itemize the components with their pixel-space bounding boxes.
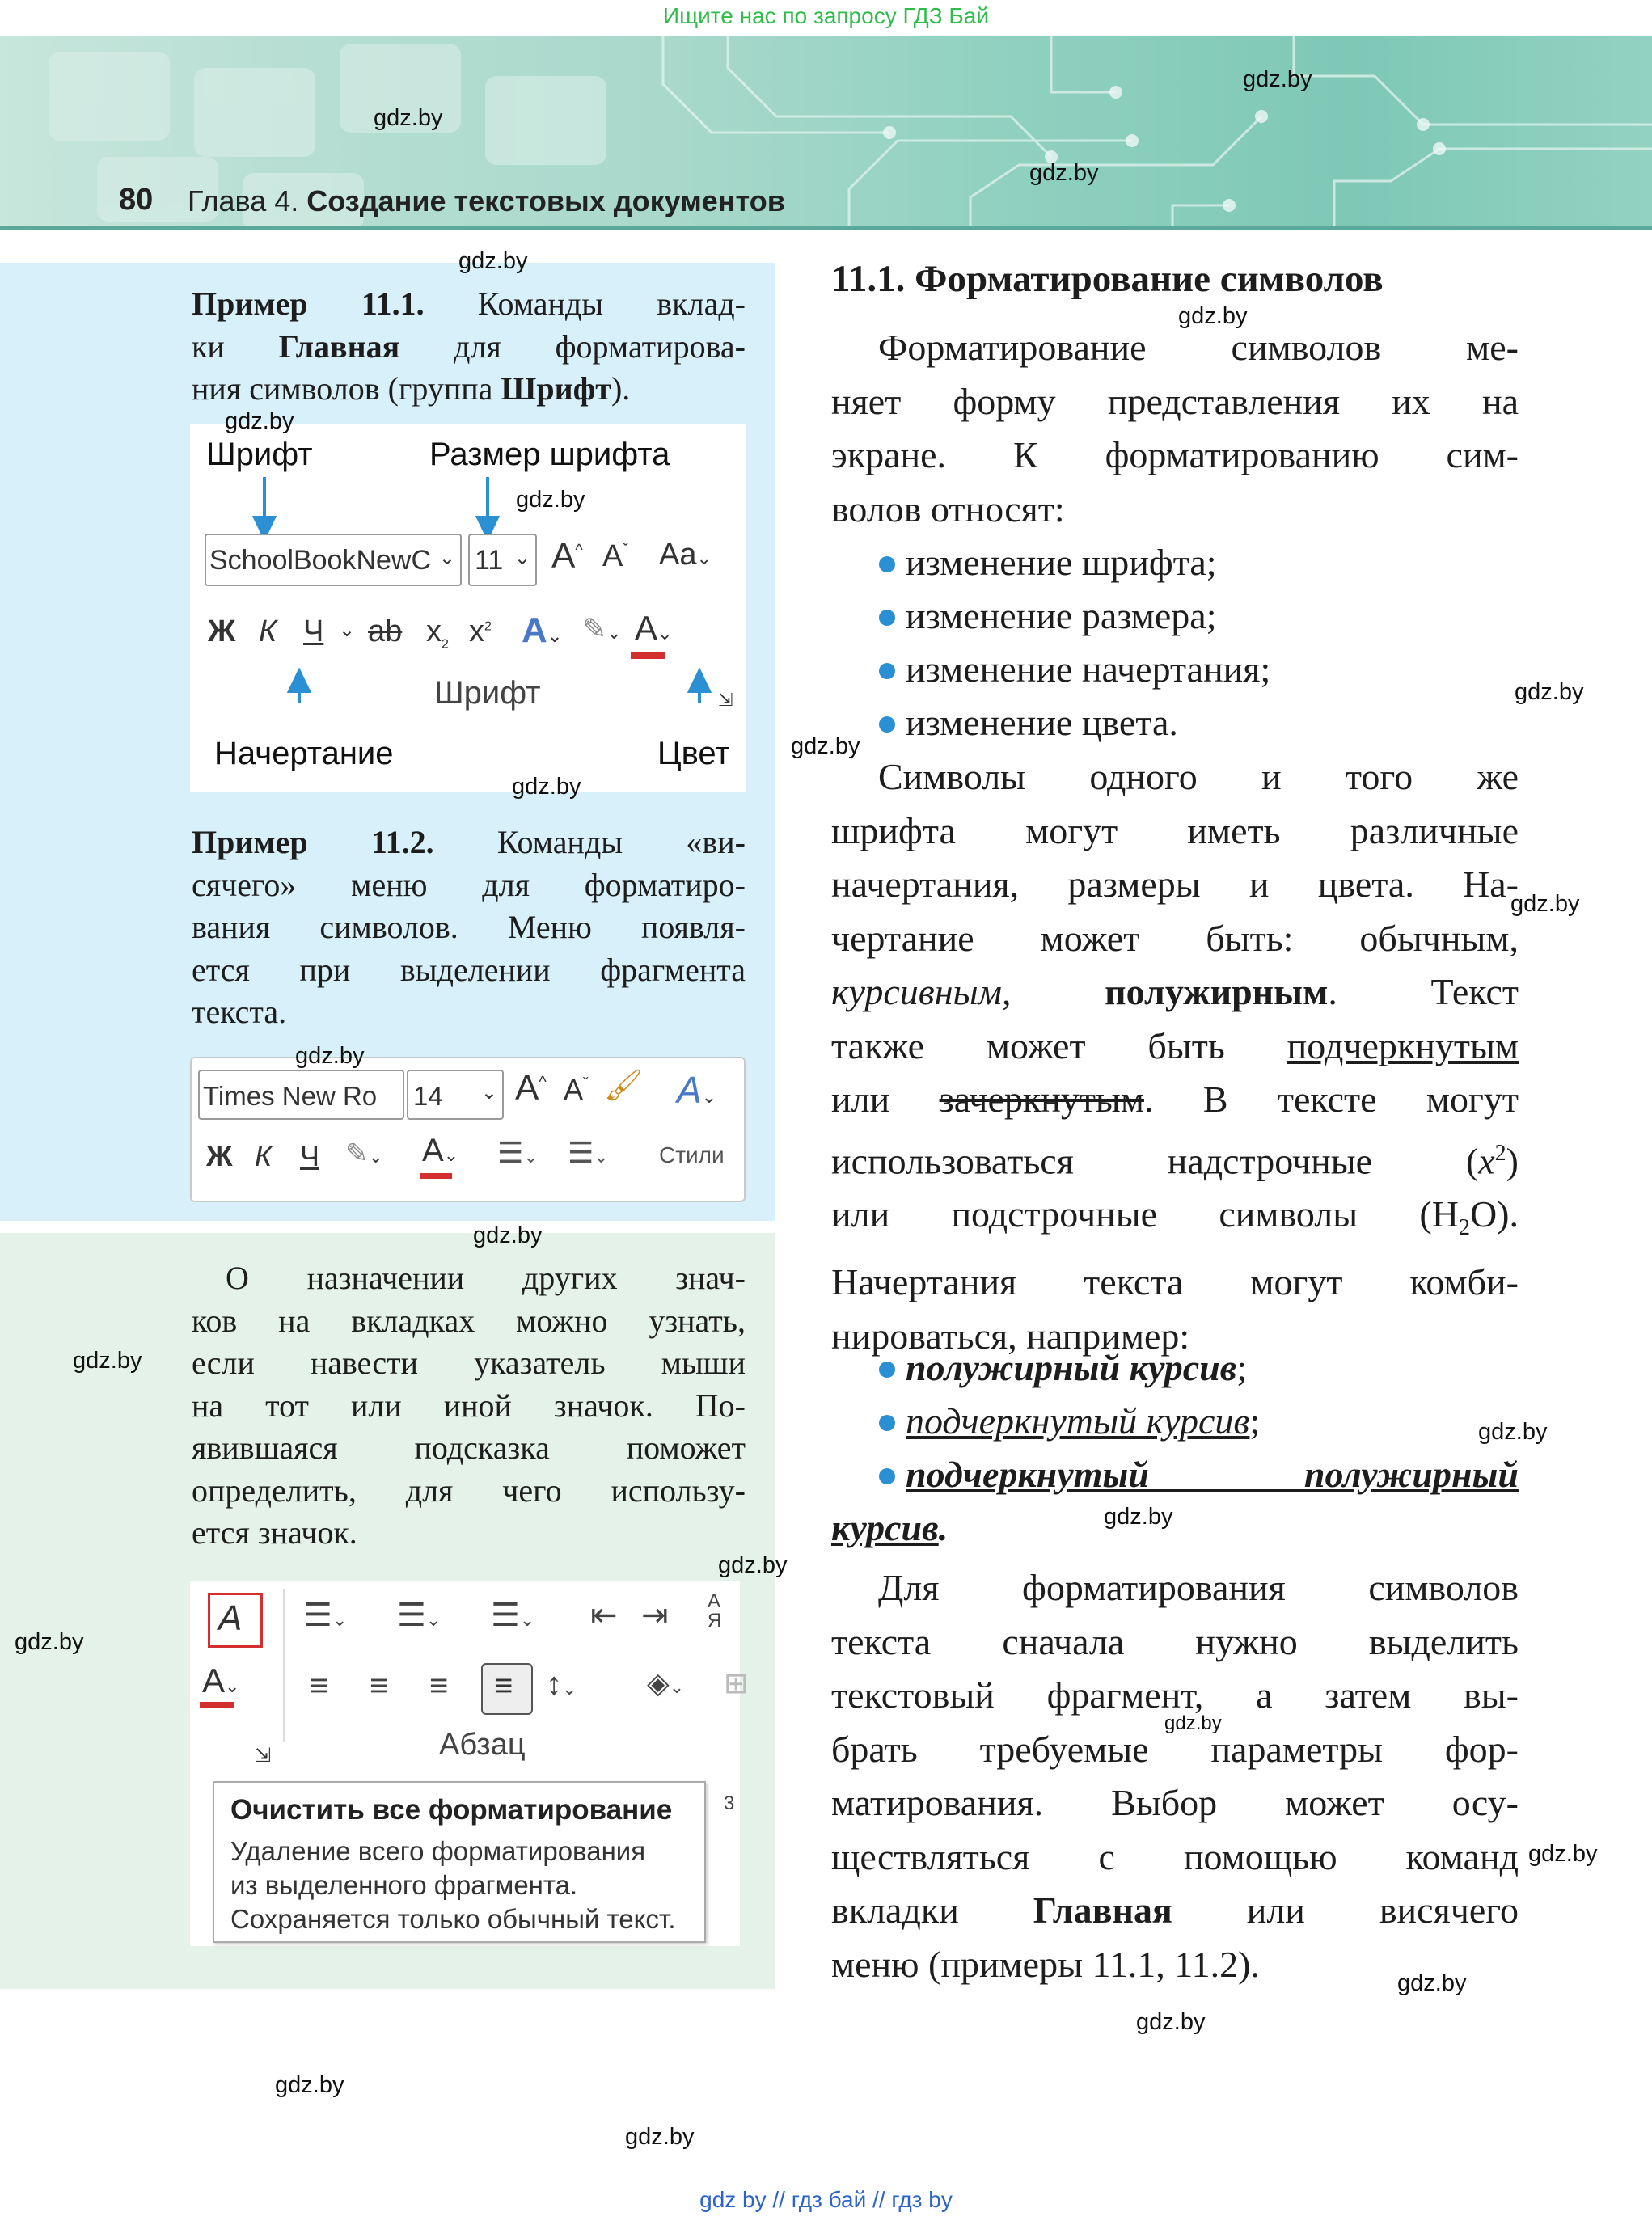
italic-button[interactable]: К — [255, 1139, 273, 1172]
italic-button[interactable]: К — [259, 614, 277, 648]
watermark: gdz.by — [1243, 66, 1312, 92]
chevron-down-icon: ⌄ — [480, 1082, 497, 1104]
list-item: изменение цвета. — [906, 702, 1178, 743]
watermark: gdz.by — [1478, 1419, 1548, 1445]
label-font: Шрифт — [206, 437, 313, 472]
watermark: gdz.by — [718, 1552, 788, 1578]
watermark: gdz.by — [15, 1629, 84, 1655]
numbering-icon[interactable]: ☰⌄ — [397, 1598, 442, 1633]
label-style: Начертание — [214, 736, 394, 771]
paragraph-group-screenshot — [190, 1581, 749, 1946]
watermark: gdz.by — [275, 2072, 344, 2098]
group-name-font: Шрифт — [434, 675, 541, 711]
chevron-down-icon: ⌄ — [513, 547, 530, 569]
highlight-pen-icon[interactable]: ✎⌄ — [582, 612, 622, 645]
subscript-button[interactable]: $x_2$ — [426, 614, 449, 652]
watermark: gdz.by — [225, 408, 294, 434]
bullet-dot — [879, 1362, 895, 1378]
watermark: gdz.by — [1515, 679, 1584, 705]
font-color-button[interactable]: A⌄ — [202, 1661, 240, 1699]
promo-banner-text[interactable]: Ищите нас по запросу ГДЗ Бай — [662, 3, 990, 28]
highlight-pen-icon[interactable]: ✎⌄ — [345, 1138, 383, 1169]
tooltip-title: Очистить все форматирование — [230, 1794, 673, 1826]
shrink-font-button[interactable]: $A^ˇ$ — [602, 539, 629, 573]
header-rule — [0, 226, 1652, 230]
bullet-dot — [879, 716, 895, 733]
list-item: подчеркнутый курсив; — [906, 1400, 1261, 1442]
watermark: gdz.by — [791, 733, 860, 759]
font-color-bar — [200, 1702, 234, 1708]
bullets-icon[interactable]: ☰⌄ — [303, 1598, 348, 1633]
font-color-button[interactable]: A⌄ — [422, 1133, 459, 1168]
styles-button[interactable]: Стили — [659, 1142, 725, 1167]
font-name-combobox[interactable]: SchoolBookNewC ⌄ — [205, 534, 462, 586]
underline-button[interactable]: Ч — [300, 1139, 319, 1172]
intro-paragraph: Форматирование символов ме- няет форму представления их на экране. К форматированию сим- волов относят: — [831, 327, 1519, 530]
strikethrough-button[interactable]: ab — [368, 614, 403, 648]
list-item: полужирный курсив; — [906, 1347, 1248, 1388]
group-name-paragraph: Абзац — [439, 1728, 526, 1762]
font-color-button[interactable]: A⌄ — [635, 609, 673, 647]
watermark: gdz.by — [1397, 1970, 1467, 1996]
tooltip-line: Сохраняется только обычный текст. — [230, 1904, 676, 1934]
font-size-combobox[interactable]: 14 ⌄ — [407, 1070, 504, 1120]
watermark: gdz.by — [1528, 1841, 1598, 1867]
page-number: 80 — [119, 183, 154, 217]
increase-indent-icon[interactable]: ⇥ — [641, 1598, 669, 1633]
grow-font-button[interactable]: A^ — [515, 1068, 547, 1108]
chapter-title: Глава 4. Создание текстовых документов — [188, 184, 785, 217]
label-font-size: Размер шрифта — [429, 437, 670, 472]
chevron-down-icon: ⌄ — [438, 547, 455, 569]
format-painter-icon[interactable]: 🖌 — [604, 1069, 644, 1103]
text-effects-button[interactable]: A⌄ — [522, 610, 563, 650]
watermark: gdz.by — [516, 487, 585, 513]
watermark: gdz.by — [1029, 160, 1099, 186]
shading-icon[interactable]: ◈⌄ — [647, 1666, 685, 1699]
watermark: gdz.by — [1164, 1712, 1222, 1734]
borders-icon[interactable]: ⊞ — [724, 1666, 749, 1699]
watermark: gdz.by — [473, 1222, 543, 1248]
font-size-combobox[interactable]: 11 ⌄ — [468, 534, 537, 586]
list-item: изменение шрифта; — [906, 542, 1217, 583]
line-spacing-icon[interactable]: ↕⌄ — [546, 1666, 577, 1702]
label-color: Цвет — [657, 736, 730, 771]
bold-button[interactable]: Ж — [208, 614, 236, 648]
list-item: изменение начертания; — [906, 648, 1271, 690]
chevron-down-icon[interactable]: ⌄ — [339, 619, 356, 641]
dialog-launcher-icon[interactable]: ⇲ — [718, 690, 733, 710]
align-left-icon[interactable]: ≡ — [310, 1668, 329, 1704]
section-heading: 11.1. Форматирование символов — [831, 258, 1384, 300]
tooltip-line: Удаление всего форматирования — [230, 1836, 646, 1866]
justify-button[interactable] — [481, 1663, 533, 1715]
footer-links[interactable]: gdz by // гдз бай // гдз by — [699, 2187, 953, 2212]
bullet-dot — [879, 663, 895, 679]
list-item: подчеркнутый полужирный — [906, 1454, 1519, 1495]
clear-formatting-button[interactable] — [208, 1593, 263, 1648]
sort-icon[interactable]: А Я — [708, 1590, 722, 1632]
grow-font-button[interactable]: A^ — [551, 536, 583, 576]
font-group-screenshot — [190, 424, 746, 792]
clear-formatting-icon: A — [218, 1598, 243, 1638]
watermark: gdz.by — [1104, 1504, 1173, 1530]
list-item: изменение размера; — [906, 595, 1217, 636]
watermark: gdz.by — [512, 774, 581, 800]
bullet-dot — [879, 1415, 895, 1431]
tooltip-line: из выделенного фрагмента. — [230, 1870, 578, 1900]
shrink-font-button[interactable]: $A^ˇ$ — [564, 1073, 589, 1106]
watermark: gdz.by — [73, 1348, 142, 1374]
watermark: gdz.by — [1178, 303, 1248, 329]
multilevel-list-icon[interactable]: ☰⌄ — [491, 1598, 535, 1633]
font-color-bar — [631, 652, 665, 659]
numbering-icon[interactable]: ☰⌄ — [568, 1136, 609, 1169]
watermark: gdz.by — [458, 248, 528, 274]
bullet-dot — [879, 1468, 895, 1484]
watermark: gdz.by — [295, 1043, 365, 1069]
superscript-button[interactable]: $x^2$ — [469, 614, 492, 648]
align-right-icon[interactable]: ≡ — [429, 1668, 449, 1704]
watermark: gdz.by — [625, 2124, 695, 2150]
bullet-dot — [879, 610, 895, 626]
font-name-combobox[interactable]: Times New Ro — [198, 1070, 404, 1120]
side-fragment: 3 — [724, 1792, 735, 1814]
example-11-1-caption: Пример 11.1. Команды вклад- ки Главная для форматирова- ния символов (группа Шрифт). — [192, 285, 746, 407]
align-center-icon[interactable]: ≡ — [370, 1668, 389, 1704]
styles-paragraph: Символы одного и того же шрифта могут иметь различные начертания, размеры и цвета. На- чертание может быть: обычным, курсивным, полужирным. Текст также может быть подчеркнутым или зачеркнутым. В тексте могут использоваться надстрочные $(x^2)$ или подстрочные символы $(H_2O)$. Начертания текста могут комби- нироваться, например: — [831, 756, 1519, 1357]
tooltip — [213, 1781, 706, 1943]
selection-paragraph: Для форматирования символов текста сначала нужно выделить текстовый фрагмент, а затем вы- брать требуемые параметры фор- матирования. Выбор может осу- ществляться с помощью команд вкладки Главная или висячего меню (примеры 11.1, 11.2). — [831, 1567, 1519, 1985]
divider — [283, 1589, 285, 1742]
underline-button[interactable]: Ч — [303, 614, 324, 648]
floating-toolbar-screenshot — [190, 1057, 746, 1202]
styles-icon[interactable]: A⌄ — [677, 1069, 717, 1111]
example-11-2-caption: Пример 11.2. Команды «ви- сячего» меню для форматиро- вания символов. Меню появля- ется при выделении фрагмента текста. — [192, 824, 746, 1030]
watermark: gdz.by — [1136, 2009, 1206, 2035]
watermark: gdz.by — [1510, 891, 1580, 917]
decrease-indent-icon[interactable]: ⇤ — [590, 1598, 618, 1633]
bullet-dot — [879, 556, 895, 572]
font-color-bar — [420, 1173, 452, 1179]
bullets-icon[interactable]: ☰⌄ — [497, 1136, 539, 1169]
watermark: gdz.by — [374, 105, 443, 131]
justify-icon: ≡ — [494, 1668, 513, 1704]
tooltip-note: О назначении других знач- ков на вкладках можно узнать, если навести указатель мыши на тот или иной значок. По- явившаяся подсказка поможет определить, для чего использу- ется значок. — [192, 1260, 746, 1551]
change-case-button[interactable]: Aa⌄ — [659, 538, 712, 572]
dialog-launcher-icon[interactable]: ⇲ — [255, 1745, 272, 1767]
list-item-continuation: курсив. — [831, 1507, 949, 1548]
bold-button[interactable]: Ж — [206, 1139, 233, 1172]
